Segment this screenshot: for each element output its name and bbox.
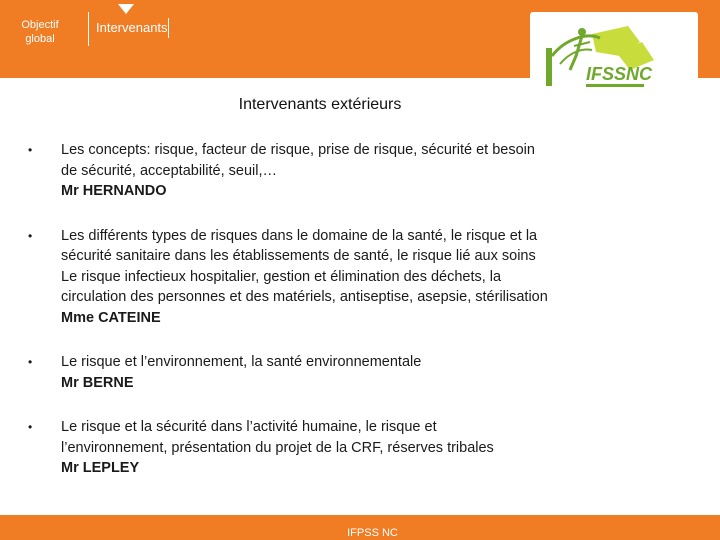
item-text-line: Le risque et la sécurité dans l’activité humaine, le risque et	[61, 419, 437, 435]
list-item-1	[28, 140, 658, 202]
nav-item-objectif-global-label: Objectif global	[21, 19, 59, 45]
item-text-line: sécurité sanitaire dans les établissements de santé, le risque lié aux soins	[61, 248, 536, 264]
nav-divider	[88, 12, 89, 46]
nav-item-intervenants[interactable]	[96, 20, 168, 35]
bullet: •	[28, 355, 33, 369]
item-text-line: Le risque infectieux hospitalier, gestion et élimination des déchets, la	[61, 268, 502, 285]
bullet: •	[28, 228, 33, 243]
item-text-line: l’environnement, présentation du projet de la CRF, réserves tribales	[61, 439, 494, 456]
page-title: Intervenants extérieurs	[238, 96, 402, 113]
list-item-2	[28, 226, 658, 329]
list-item-4	[28, 417, 658, 479]
list-item-3	[28, 352, 658, 393]
speaker-list	[28, 140, 658, 479]
bullet: •	[28, 420, 33, 434]
footer-text: IFPSS NC	[347, 527, 398, 539]
ifssnc-logo-graphic	[530, 12, 698, 94]
bullet: •	[28, 143, 33, 157]
item-text-line: de sécurité, acceptabilité, seuil,…	[61, 162, 277, 179]
item-text-line: Le risque et l’environnement, la santé environnementale	[61, 354, 422, 370]
speaker-name: Mr HERNANDO	[61, 183, 167, 199]
item-text-line: circulation des personnes et des matériels, antiseptise, asepsie, stérilisation	[61, 289, 548, 305]
nav-item-intervenants-label: Intervenants	[96, 20, 168, 35]
item-text-line: Les différents types de risques dans le domaine de la santé, le risque et la	[61, 227, 538, 244]
nav-pointer-triangle	[118, 4, 134, 14]
ifssnc-logo	[530, 12, 698, 94]
speaker-name: Mr LEPLEY	[61, 460, 140, 476]
speaker-name: Mme CATEINE	[61, 309, 161, 326]
footer-bar	[0, 515, 720, 540]
speaker-name: Mr BERNE	[61, 374, 134, 391]
nav-active-marker	[168, 18, 169, 38]
nav-item-objectif-global[interactable]	[10, 18, 70, 46]
item-text-line: Les concepts: risque, facteur de risque, prise de risque, sécurité et besoin	[61, 142, 535, 158]
logo-wordmark: IFSSNC	[586, 64, 653, 84]
